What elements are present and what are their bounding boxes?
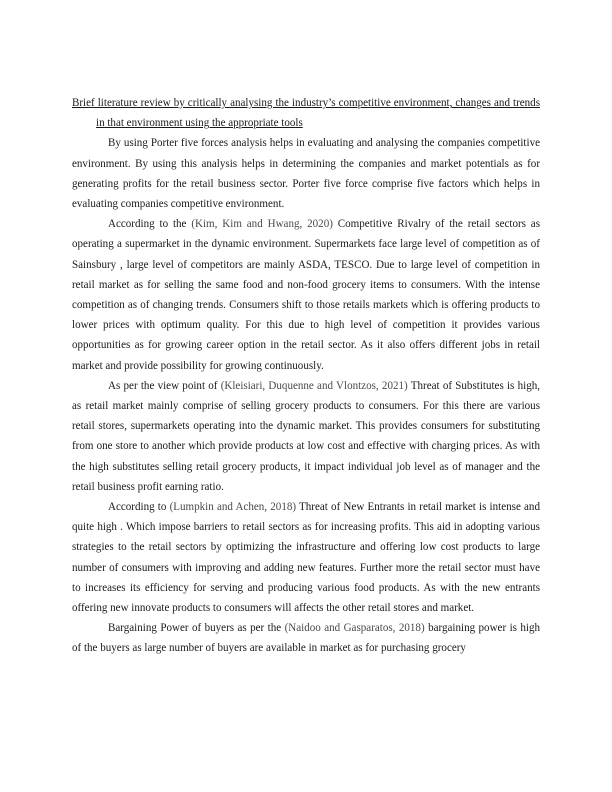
paragraph-text-before: Bargaining Power of buyers as per the xyxy=(108,622,285,635)
paragraph-text-before: As per the view point of xyxy=(108,379,221,392)
citation: (Kim, Kim and Hwang, 2020) xyxy=(191,218,333,231)
paragraph-text-after: Threat of New Entrants in retail market is intense and quite high . Which impose barriers to retail sectors as for increasing profits. This aid in adopting various strategies to the retail sectors by optimizing the infrastructure and offering low cost products to large number of consumers with improving and adding new features. Further more the retail sector must have to increases its efficiency for serving and producing various food products. As with the new entrants offering new innovate products to consumers will affects the other retail stores and market. xyxy=(72,501,540,615)
citation: (Lumpkin and Achen, 2018) xyxy=(169,501,297,514)
paragraph-text-after: Threat of Substitutes is high, as retail market mainly comprise of selling grocery products to consumers. For this there are various retail stores, supermarkets operating into the dynamic market. This provides consumers for substituting from one store to another which provide products at low cost and effective with charging prices. As with the high substitutes selling retail grocery products, it impact individual job level as of manager and the retail business profit earning ratio. xyxy=(72,379,540,493)
document-page xyxy=(72,93,540,659)
paragraph-threat-of-substitutes xyxy=(72,376,540,497)
paragraph-text: By using Porter five forces analysis helps in evaluating and analysing the companies competitive environment. By using this analysis helps in determining the companies and market potentials as for generating profits for the retail business sector. Porter five force comprise five factors which helps in evaluating companies competitive environment. xyxy=(72,137,540,211)
paragraph-text-after: Competitive Rivalry of the retail sectors as operating a supermarket in the dynamic environment. Supermarkets face large level of competition as of Sainsbury , large level of competitors are mainly ASDA, TESCO. Due to large level of competition in retail market as for selling the same food and non-food grocery items to consumers. With the intense competition as of changing trends. Consumers shift to those retails markets which is offering products to lower prices with optimum quality. For this due to high level of competition it provides various opportunities as for growing career option in the retail sector. As it also offers different jobs in retail market and provide possibility for growing continuously. xyxy=(72,218,541,372)
paragraph-text-before: According to xyxy=(108,501,170,514)
paragraph-text-before: According to the xyxy=(108,218,192,231)
paragraph-bargaining-power-buyers xyxy=(72,618,540,658)
paragraph-competitive-rivalry xyxy=(72,214,540,376)
citation: (Kleisiari, Duquenne and Vlontzos, 2021) xyxy=(220,379,408,392)
paragraph-porter-intro xyxy=(72,133,540,214)
paragraph-threat-of-new-entrants xyxy=(72,497,540,618)
section-heading: Brief literature review by critically analysing the industry’s competitive environment, changes and trends in that environment using the appropriate tools xyxy=(72,97,540,130)
citation: (Naidoo and Gasparatos, 2018) xyxy=(284,622,425,635)
paragraph-text-after: bargaining power is high of the buyers as large number of buyers are available in market as for purchasing grocery xyxy=(72,622,541,655)
